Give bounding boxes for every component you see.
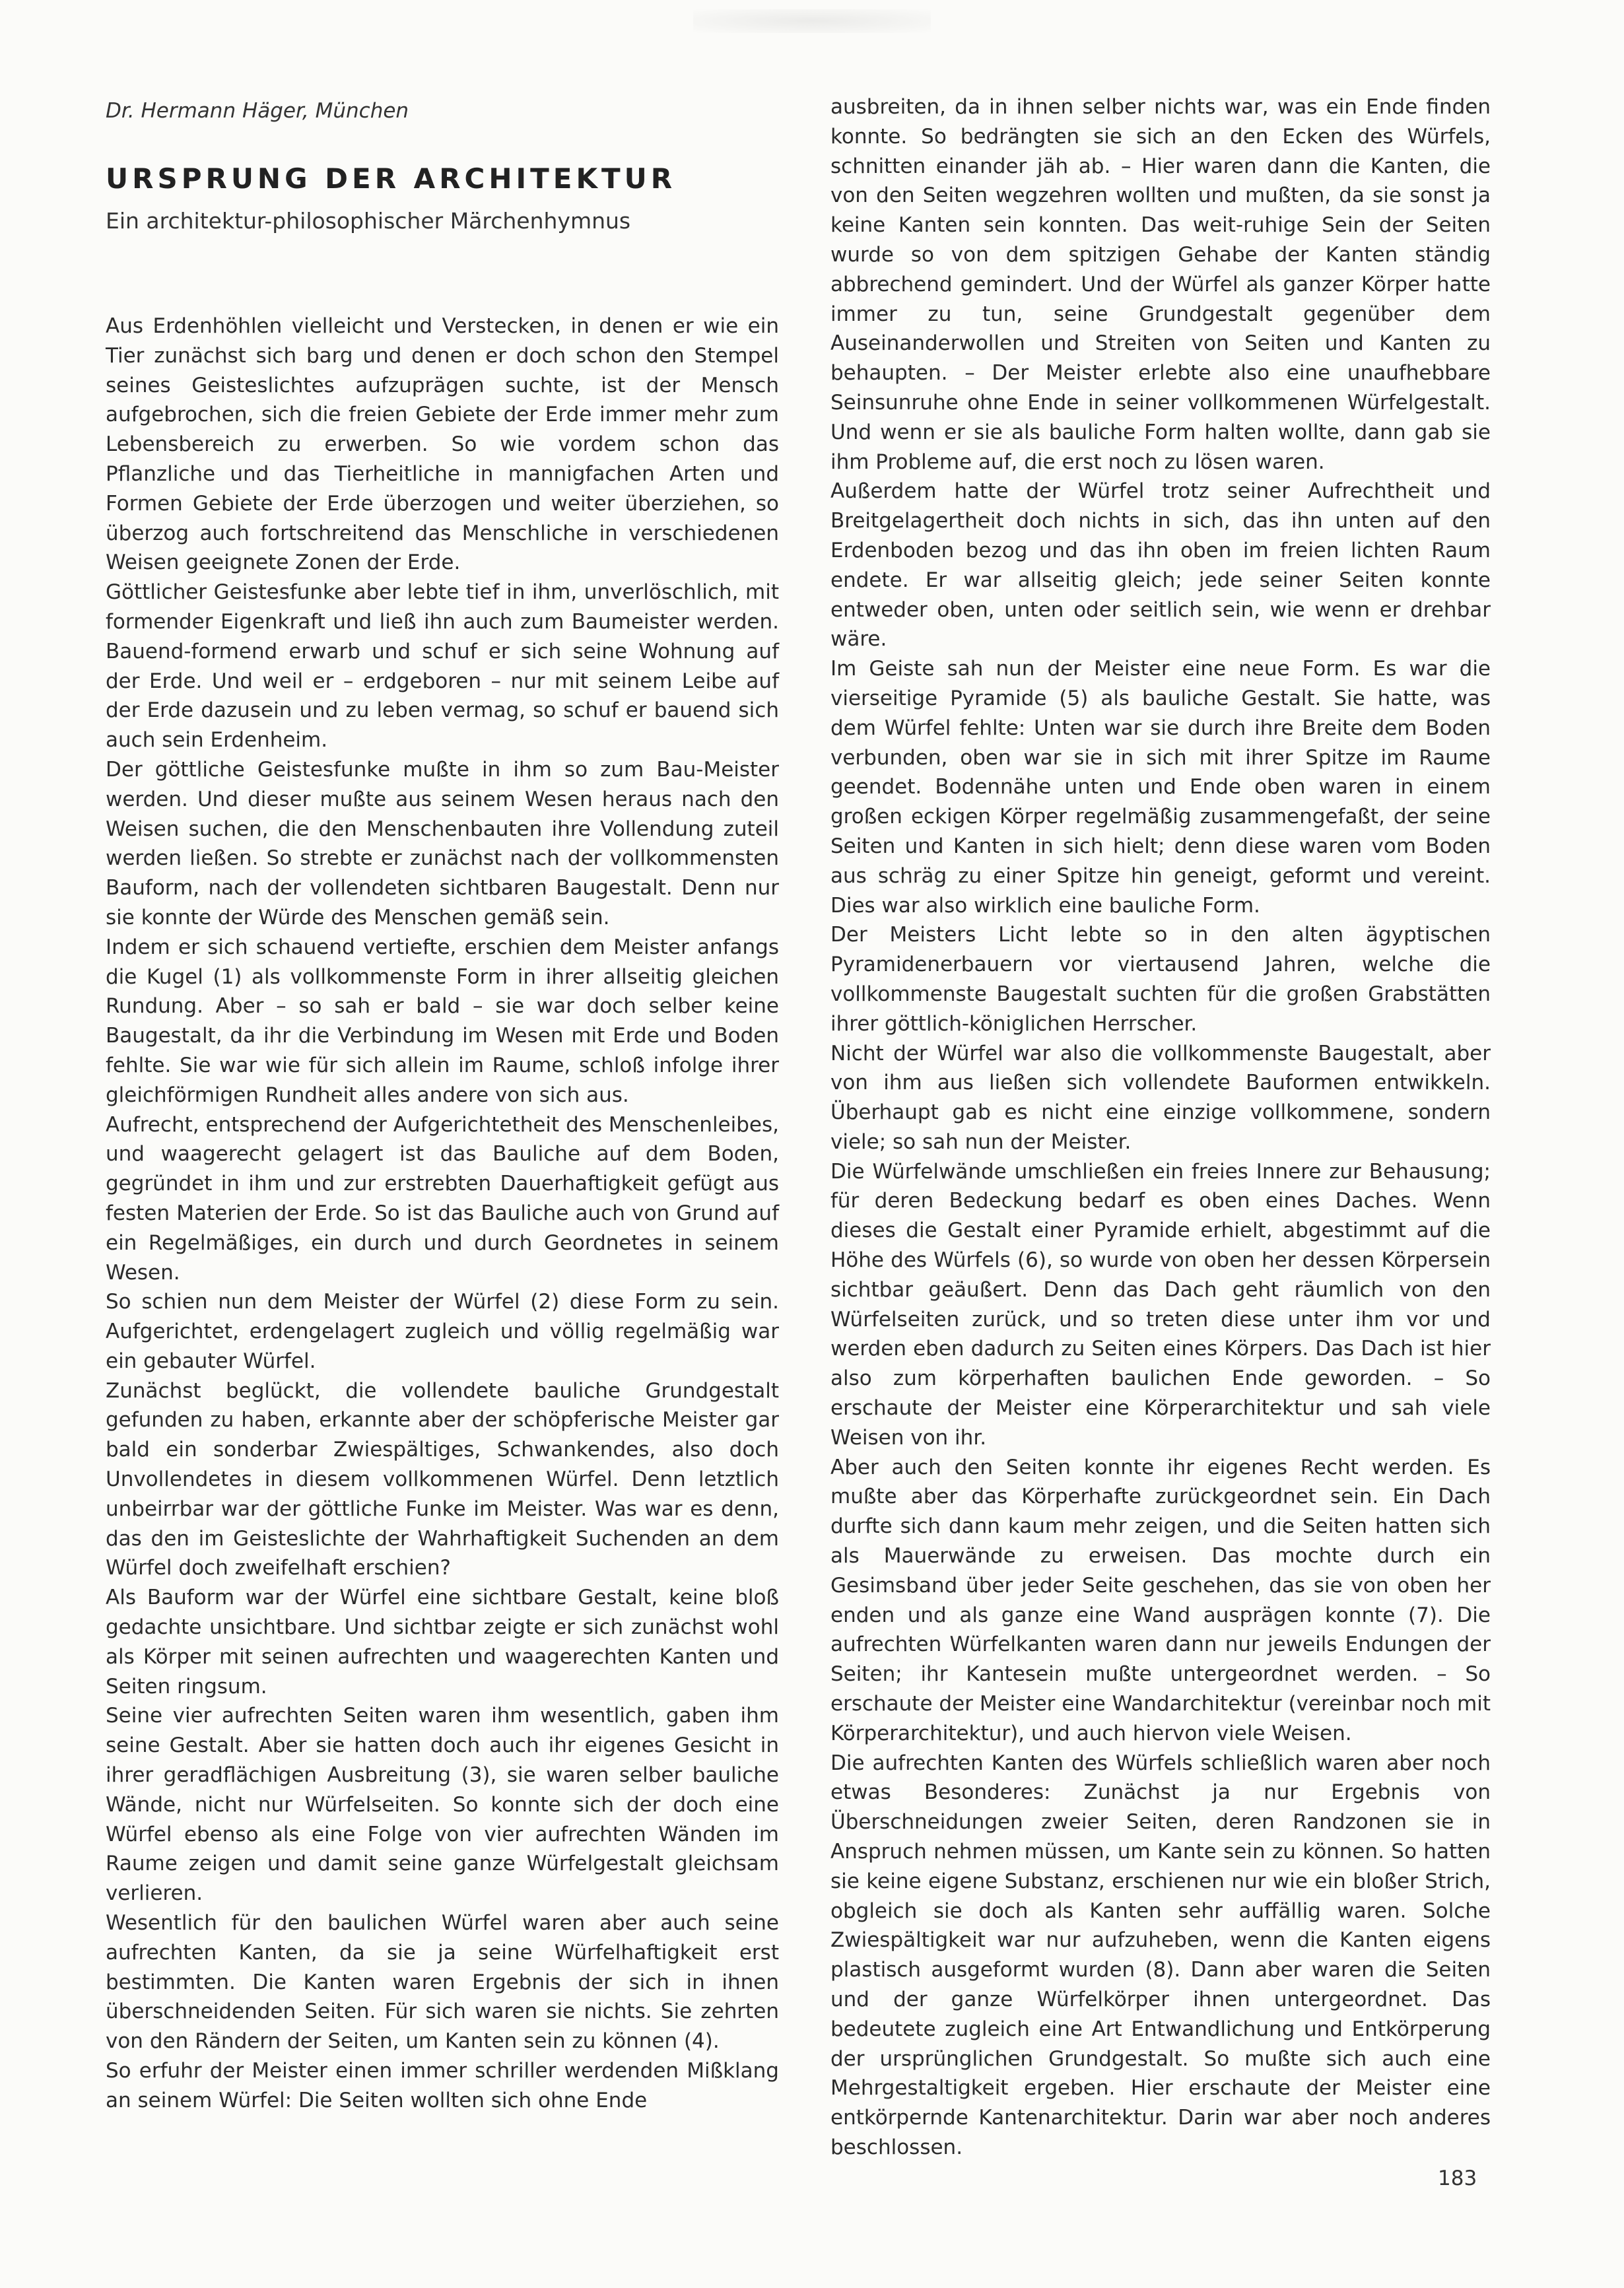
paragraph: Der Meisters Licht lebte so in den alten ägyptischen Pyramidenerbauern vor viertausend Jahren, welche die vollkommenste Baugestalt suchten für die großen Grabstätten ihrer göttlich-königlichen Herrscher. [830, 923, 1491, 1036]
paragraph: Aber auch den Seiten konnte ihr eigenes Recht werden. Es mußte aber das Körperhafte zurückgeordnet sein. Ein Dach durfte sich dann kaum mehr zeigen, und die Seiten hatten sich als Mauerwände zu erweisen. Das mochte durch ein Gesimsband über jeder Seite geschehen, das sie von oben her enden und als ganze eine Wand ausprägen konnte (7). Die aufrechten Würfelkanten waren dann nur jeweils Endungen der Seiten; ihr Kantesein mußte untergeordnet werden. – So erschaute der Meister eine Wandarchitektur (vereinbar noch mit Körperarchitektur), und auch hiervon viele Weisen. [830, 1455, 1491, 1745]
article-title: URSPRUNG DER ARCHITEKTUR [106, 162, 677, 195]
paragraph: Außerdem hatte der Würfel trotz seiner Aufrechtheit und Breitgelagertheit doch nichts in sich, das ihn unten auf den Erdenboden bezog und das ihn oben im freien lichten Raum endete. Er war allseitig gleich; jede seiner Seiten konnte entweder oben, unten oder seitlich sein, wie wenn er drehbar wäre. [830, 479, 1491, 652]
right-column [830, 92, 1491, 2163]
paragraph: Die aufrechten Kanten des Würfels schließlich waren aber noch etwas Besonderes: Zunächst ja nur Ergebnis von Überschneidungen zweier Seiten, deren Randzonen sie in Anspruch nehmen müssen, um Kante sein zu können. So hatten sie keine eigene Substanz, erschienen nur wie ein bloßer Strich, obgleich sie doch als Kanten sehr auffällig waren. Solche Zwiespältigkeit war nur aufzuheben, wenn die Kanten eigens plastisch ausgeformt wurden (8). Dann aber waren die Seiten und der ganze Würfelkörper ihnen untergeordnet. Das bedeutete zugleich eine Art Entwandlichung und Entkörperung der ursprünglichen Grundgestalt. So mußte sich auch eine Mehrgestaltigkeit ergeben. Hier erschaute der Meister eine entkörpernde Kantenarchitektur. Darin war aber noch anderes beschlossen. [830, 1751, 1491, 2159]
paragraph: Als Bauform war der Würfel eine sichtbare Gestalt, keine bloß gedachte unsichtbare. Und sichtbar zeigte er sich zunächst wohl als Körper mit seinen aufrechten und waagerechten Kanten und Seiten ringsum. [106, 1586, 779, 1699]
left-column [106, 92, 779, 2116]
paragraph: Nicht der Würfel war also die vollkommenste Baugestalt, aber von ihm aus ließen sich vollendete Bauformen entwikkeln. Überhaupt gab es nicht eine einzige vollkommene, sondern viele; so sah nun der Meister. [830, 1041, 1491, 1154]
article-subtitle: Ein architektur-philosophischer Märchenhymnus [106, 208, 631, 234]
paragraph: Die Würfelwände umschließen ein freies Innere zur Behausung; für deren Bedeckung bedarf es oben eines Daches. Wenn dieses die Gestalt einer Pyramide erhielt, abgestimmt auf die Höhe des Würfels (6), so wurde von oben her dessen Körpersein sichtbar geäußert. Denn das Dach geht räumlich von den Würfelseiten zurück, und so treten diese unter ihm vor und werden eben dadurch zu Seiten eines Körpers. Das Dach ist hier also zum körperhaften baulichen Ende geworden. – So erschaute der Meister eine Körperarchitektur und sah viele Weisen von ihr. [830, 1159, 1491, 1450]
scan-artifact [693, 9, 931, 33]
paragraph: Wesentlich für den baulichen Würfel waren aber auch seine aufrechten Kanten, da sie ja seine Würfelhaftigkeit erst bestimmten. Die Kanten waren Ergebnis der sich in ihnen überschneidenden Seiten. Für sich waren sie nichts. Sie zehrten von den Rändern der Seiten, um Kanten sein zu können (4). [106, 1911, 779, 2054]
paragraph: Zunächst beglückt, die vollendete bauliche Grundgestalt gefunden zu haben, erkannte aber der schöpferische Meister gar bald ein sonderbar Zwiespältiges, Schwankendes, also doch Unvollendetes in diesem vollkommenen Würfel. Denn letztlich unbeirrbar war der göttliche Funke im Meister. Was war es denn, das den im Geisteslichte der Wahrhaftigkeit Suchenden an dem Würfel doch zweifelhaft erschien? [106, 1378, 779, 1580]
paragraph: Indem er sich schauend vertiefte, erschien dem Meister anfangs die Kugel (1) als vollkommenste Form in ihrer allseitig gleichen Rundung. Aber – so sah er bald – sie war doch selber keine Baugestalt, da ihr die Verbindung im Wesen mit Erde und Boden fehlte. Sie war wie für sich allein im Raume, schloß infolge ihrer gleichförmigen Rundheit alles andere von sich aus. [106, 935, 779, 1107]
paragraph: Aufrecht, entsprechend der Aufgerichtetheit des Menschenleibes, und waagerecht gelagert ist das Bauliche auf dem Boden, gegründet in ihm und zur erstrebten Dauerhaftigkeit gefügt aus festen Materien der Erde. So ist das Bauliche auch von Grund auf ein Regelmäßiges, ein durch und durch Geordnetes in seinem Wesen. [106, 1112, 779, 1285]
paragraph: Der göttliche Geistesfunke mußte in ihm so zum Bau-Meister werden. Und dieser mußte aus seinem Wesen heraus nach den Weisen suchen, die den Menschenbauten ihre Vollendung zuteil werden ließen. So strebte er zunächst nach der vollkommensten Bauform, nach der vollendeten sichtbaren Baugestalt. Denn nur sie konnte der Würde des Menschen gemäß sein. [106, 757, 779, 929]
paragraph: Seine vier aufrechten Seiten waren ihm wesentlich, gaben ihm seine Gestalt. Aber sie hatten doch auch ihr eigenes Gesicht in ihrer geradflächigen Ausbreitung (3), sie waren selber bauliche Wände, nicht nur Würfelseiten. So konnte sich der doch eine Würfel ebenso als eine Folge von vier aufrechten Wänden im Raume zeigen und damit seine ganze Würfelgestalt gleichsam verlieren. [106, 1704, 779, 1906]
paragraph: Göttlicher Geistesfunke aber lebte tief in ihm, unverlöschlich, mit formender Eigenkraft und ließ ihn auch zum Baumeister werden. Bauend-formend erwarb und schuf er sich seine Wohnung auf der Erde. Und weil er – erdgeboren – nur mit seinem Leibe auf der Erde dazusein und zu leben vermag, so schuf er bauend sich auch sein Erdenheim. [106, 580, 779, 753]
page-number: 183 [1438, 2167, 1477, 2190]
author-line: Dr. Hermann Häger, München [106, 99, 409, 123]
paragraph: So erfuhr der Meister einen immer schriller werdenden Mißklang an seinem Würfel: Die Seiten wollten sich ohne Ende [106, 2059, 779, 2112]
paragraph: Im Geiste sah nun der Meister eine neue Form. Es war die vierseitige Pyramide (5) als bauliche Gestalt. Sie hatte, was dem Würfel fehlte: Unten war sie durch ihre Breite dem Boden verbunden, oben war sie in sich mit ihrer Spitze im Raume geendet. Bodennähe unten und Ende oben waren in einem großen eckigen Körper regelmäßig zusammengefaßt, der seine Seiten und Kanten in sich hielt; denn diese waren vom Boden aus schräg zu einer Spitze hin geneigt, geformt und vereint. Dies war also wirklich eine bauliche Form. [830, 657, 1491, 918]
paragraph: ausbreiten, da in ihnen selber nichts war, was ein Ende finden konnte. So bedrängten sie sich an den Ecken des Würfels, schnitten einander jäh ab. – Hier waren dann die Kanten, die von den Seiten wegzehren wollten und mußten, da sie sonst ja keine Kanten sein konnten. Das weit-ruhige Sein der Seiten wurde so von dem spitzigen Gehabe der Kanten ständig abbrechend gemindert. Und der Würfel als ganzer Körper hatte immer zu tun, seine Grundgestalt gegenüber dem Auseinanderwollen und Streiten von Seiten und Kanten zu behaupten. – Der Meister erlebte also eine unaufhebbare Seinsunruhe ohne Ende in seiner vollkommenen Würfelgestalt. Und wenn er sie als bauliche Form halten wollte, dann gab sie ihm Probleme auf, die erst noch zu lösen waren. [830, 95, 1491, 474]
paragraph: Aus Erdenhöhlen vielleicht und Verstecken, in denen er wie ein Tier zunächst sich barg und denen er doch schon den Stempel seines Geisteslichtes aufzuprägen suchte, ist der Mensch aufgebrochen, sich die freien Gebiete der Erde immer mehr zum Lebensbereich zu erwerben. So wie vordem schon das Pflanzliche und das Tierheitliche in mannigfachen Arten und Formen Gebiete der Erde überzogen und weiter überziehen, so überzog auch fortschreitend das Menschliche in verschiedenen Weisen geeignete Zonen der Erde. [106, 314, 779, 575]
paragraph: So schien nun dem Meister der Würfel (2) diese Form zu sein. Aufgerichtet, erdengelagert zugleich und völlig regelmäßig war ein gebauter Würfel. [106, 1290, 779, 1373]
